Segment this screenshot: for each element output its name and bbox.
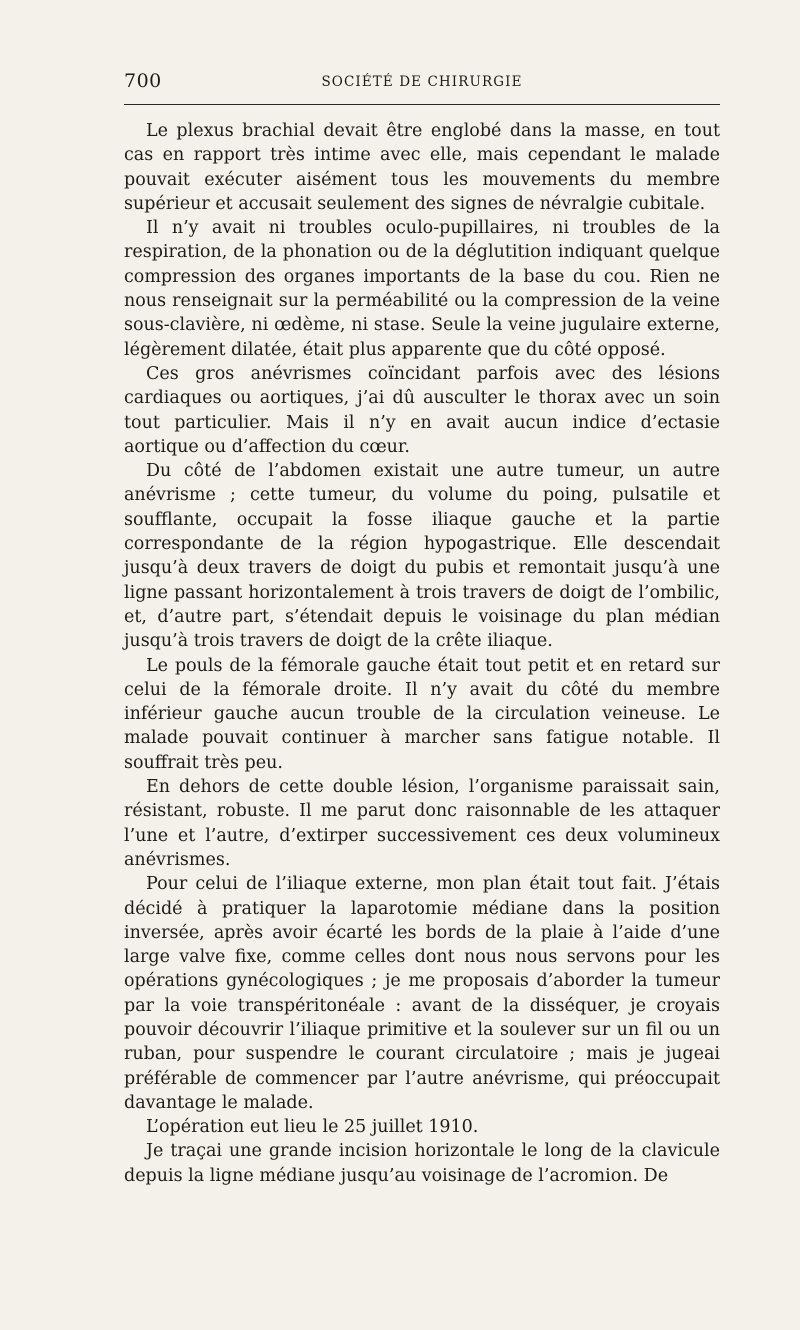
paragraph: En dehors de cette double lésion, l’organisme paraissait sain, résistant, robuste. Il me parut donc raisonnable de les attaquer l’une et l’autre, d’extirper successivement ces deux volumineux anévrismes. xyxy=(124,777,720,870)
paragraph: Du côté de l’abdomen existait une autre tumeur, un autre anévrisme ; cette tumeur, du volume du poing, pulsatile et soufflante, occupait la fosse iliaque gauche et la partie correspondante de la région hypogastrique. Elle descendait jusqu’à deux travers de doigt du pubis et remontait jusqu’à une ligne passant horizontalement à trois travers de doigt de l’ombilic, et, d’autre part, s’étendait depuis le voisinage du plan médian jusqu’à trois travers de doigt de la crête iliaque. xyxy=(124,461,720,652)
paragraph: Il n’y avait ni troubles oculo-pupillaires, ni troubles de la respiration, de la phonation ou de la déglutition indiquant quelque compression des organes importants de la base du cou. Rien ne nous renseignait sur la perméabilité ou la compression de la veine sous-clavière, ni œdème, ni stase. Seule la veine jugulaire externe, légèrement dilatée, était plus apparente que du côté opposé. xyxy=(124,218,720,360)
paragraph: Pour celui de l’iliaque externe, mon plan était tout fait. J’étais décidé à pratiquer la laparotomie médiane dans la position inversée, après avoir écarté les bords de la plaie à l’aide d’une large valve fixe, comme celles dont nous nous servons pour les opérations gynécologiques ; je me proposais d’aborder la tumeur par la voie transpéritonéale : avant de la disséquer, je croyais pouvoir découvrir l’iliaque primitive et la soulever sur un fil ou un ruban, pour suspendre le courant circulatoire ; mais je jugeai préférable de commencer par l’autre anévrisme, qui préoccupait davantage le malade. xyxy=(124,874,720,1113)
running-title: SOCIÉTÉ DE CHIRURGIE xyxy=(321,74,523,90)
paragraph: Le plexus brachial devait être englobé dans la masse, en tout cas en rapport très intime avec elle, mais cependant le malade pouvait exécuter aisément tous les mouvements du membre supérieur et accusait seulement des signes de névralgie cubitale. xyxy=(124,121,720,214)
paragraph: L’opération eut lieu le 25 juillet 1910. xyxy=(146,1117,479,1138)
paragraph: Je traçai une grande incision horizontale le long de la clavicule depuis la ligne médiane jusqu’au voisinage de l’acromion. De xyxy=(124,1141,720,1186)
paragraph: Le pouls de la fémorale gauche était tout petit et en retard sur celui de la fémorale droite. Il n’y avait du côté du membre inférieur gauche aucun trouble de la circulation veineuse. Le malade pouvait continuer à marcher sans fatigue notable. Il souffrait très peu. xyxy=(124,655,720,773)
page-header xyxy=(124,70,720,100)
page-number: 700 xyxy=(124,70,162,92)
header-rule xyxy=(124,104,720,105)
body-text xyxy=(124,119,720,1188)
paragraph: Ces gros anévrismes coïncidant parfois avec des lésions cardiaques ou aortiques, j’ai dû ausculter le thorax avec un soin tout particulier. Mais il n’y en avait aucun indice d’ectasie aortique ou d’affection du cœur. xyxy=(124,363,720,457)
